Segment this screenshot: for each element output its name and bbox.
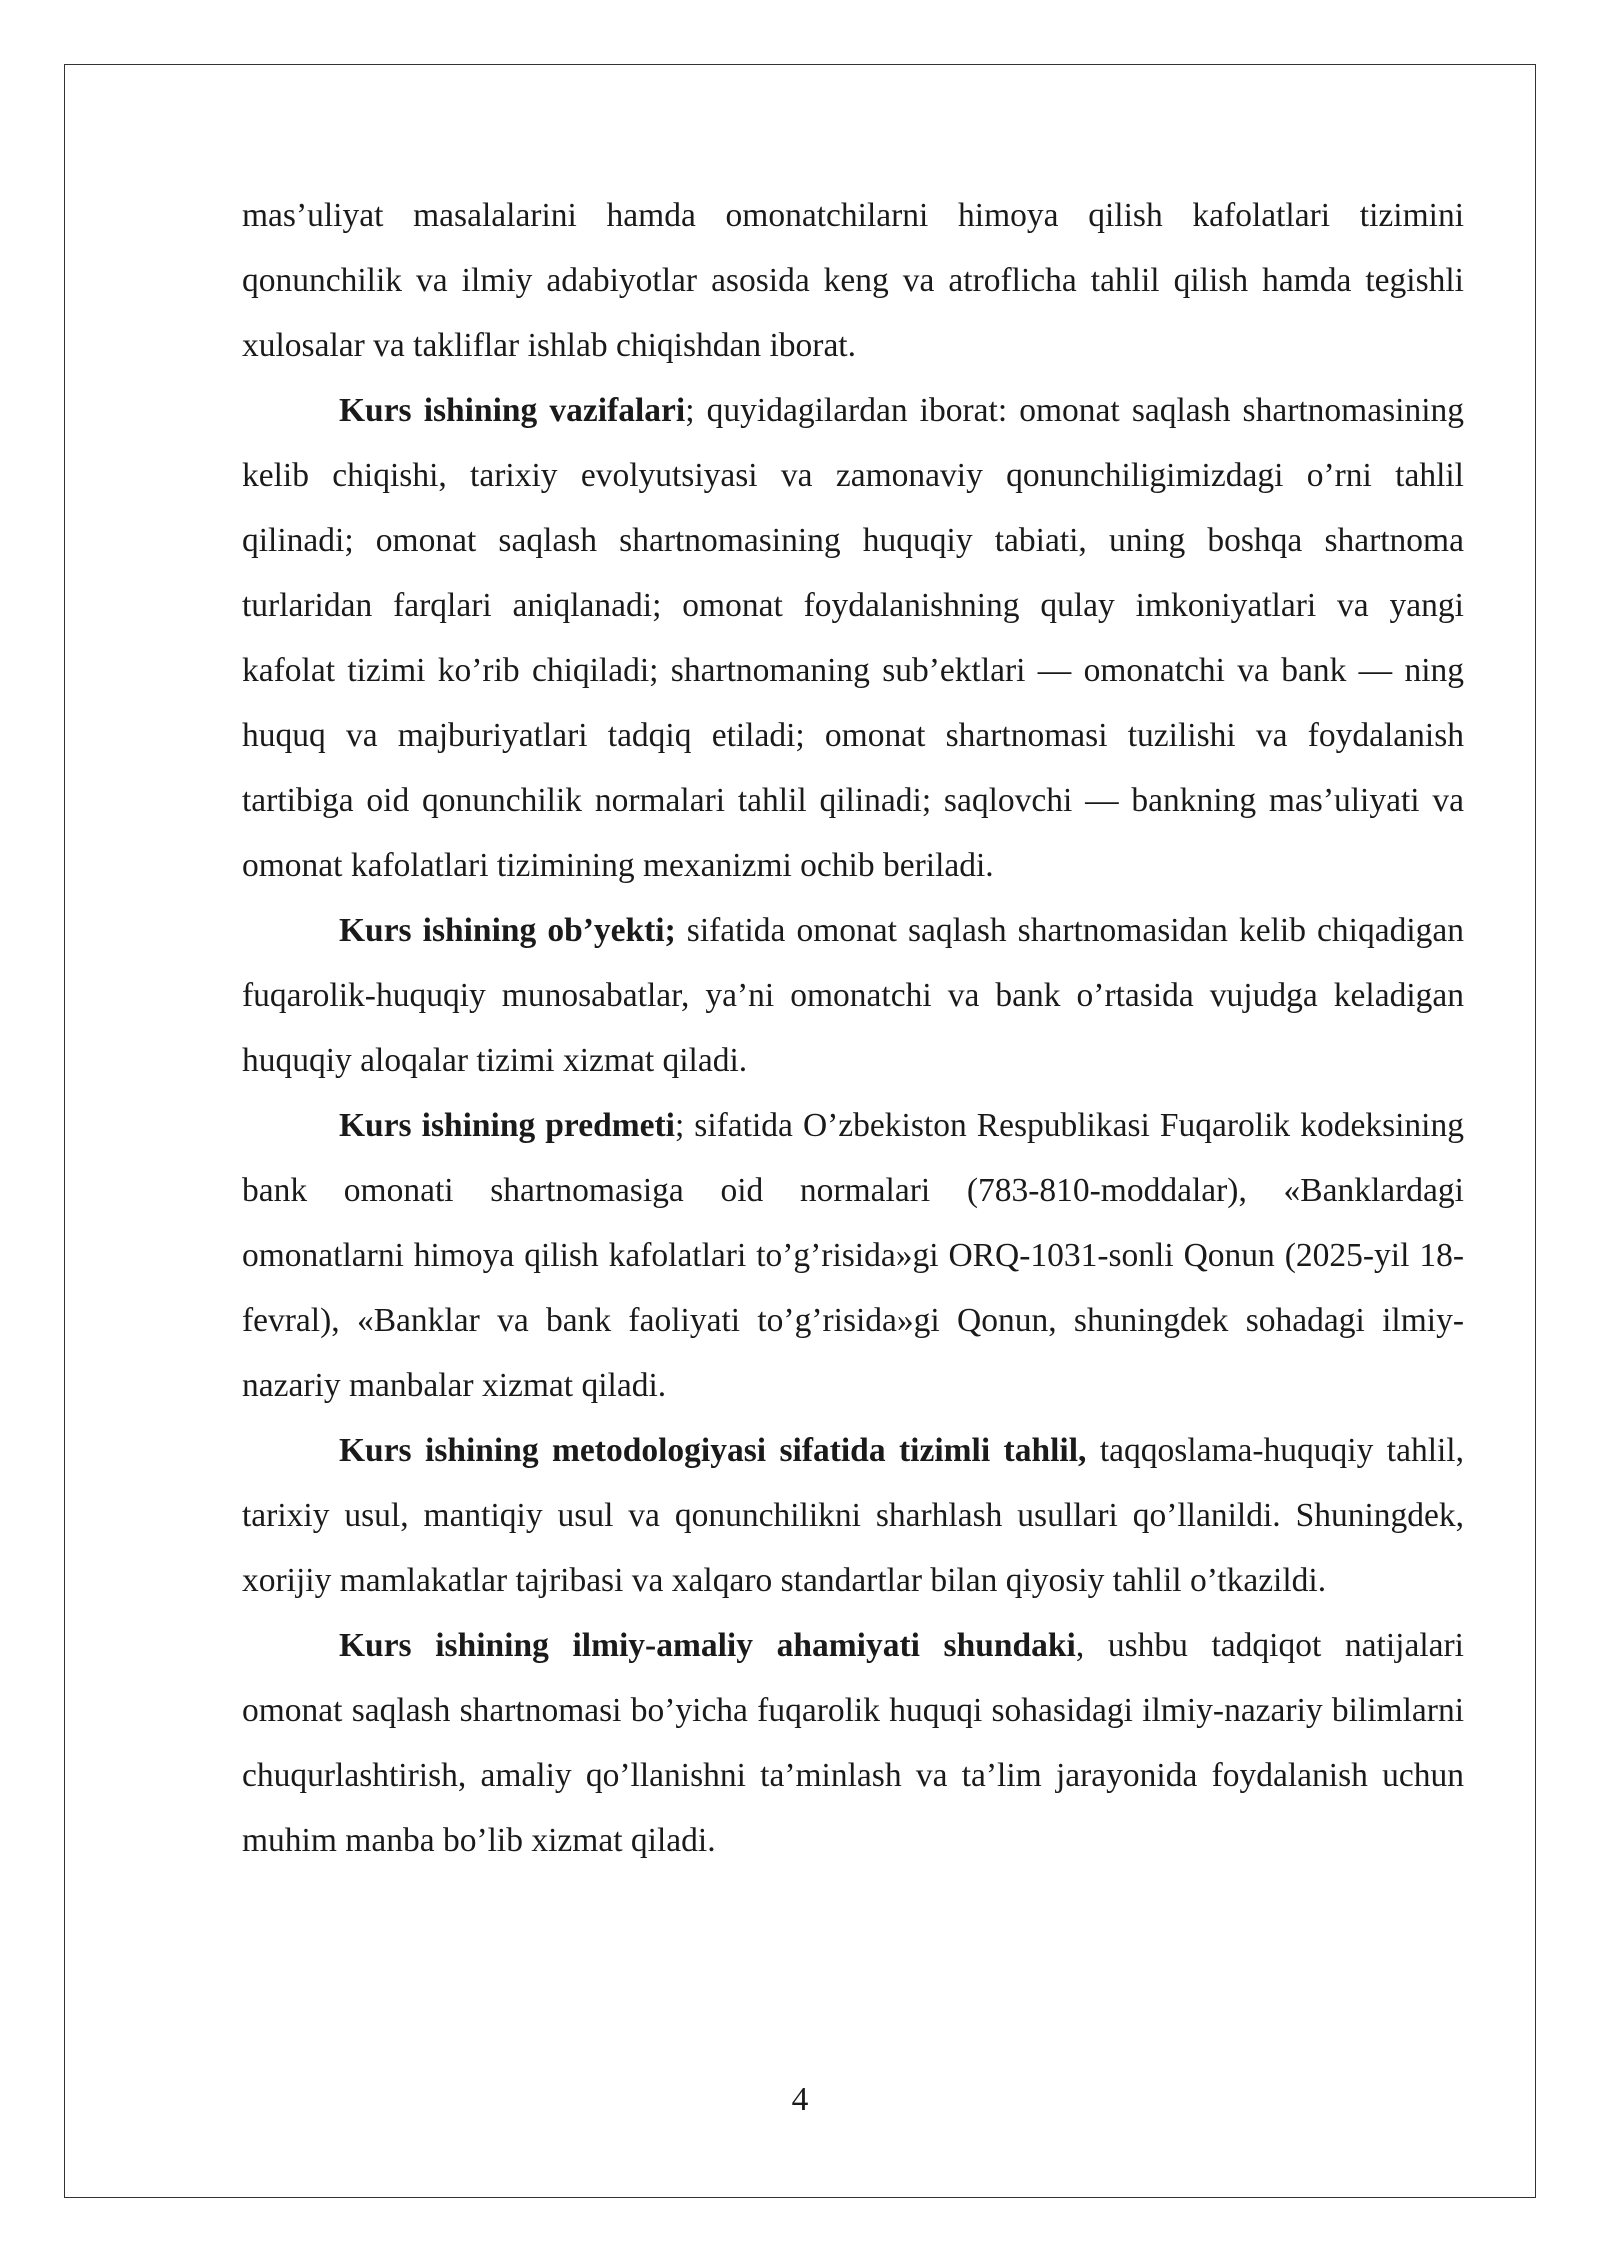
- paragraph-purpose-continuation: [242, 183, 1464, 378]
- document-body: [242, 183, 1464, 1873]
- paragraph-heading: Kurs ishining vazifalari: [339, 392, 686, 429]
- paragraph-text: taqqoslama-huquqiy tahlil, tarixiy usul, mantiqiy usul va qonunchilikni sharhlash usullari qo’llanildi. Shuningdek, xorijiy mamlakatlar tajribasi va xalqaro standartlar bilan qiyosiy tahlil o’tkazildi.: [242, 1432, 1464, 1599]
- paragraph-text: , ushbu tadqiqot natijalari omonat saqlash shartnomasi bo’yicha fuqarolik huquqi sohasidagi ilmiy-nazariy bilimlarni chuqurlashtirish, amaliy qo’llanishni ta’minlash va ta’lim jarayonida foydalanish uchun muhim manba bo’lib xizmat qiladi.: [242, 1627, 1464, 1859]
- paragraph-methodology: [242, 1418, 1464, 1613]
- paragraph-text: sifatida omonat saqlash shartnomasidan kelib chiqadigan fuqarolik-huquqiy munosabatlar, ya’ni omonatchi va bank o’rtasida vujudga keladigan huquqiy aloqalar tizimi xizmat qiladi.: [242, 912, 1465, 1079]
- paragraph-text: ; sifatida O’zbekiston Respublikasi Fuqarolik kodeksining bank omonati shartnomasiga oid normalari (783-810-moddalar), «Banklardagi omonatlarni himoya qilish kafolatlari to’g’risida»gi ORQ-1031-sonli Qonun (2025-yil 18-fevral), «Banklar va bank faoliyati to’g’risida»gi Qonun, shuningdek sohadagi ilmiy-nazariy manbalar xizmat qiladi.: [242, 1107, 1464, 1404]
- paragraph-tasks: [242, 378, 1464, 898]
- paragraph-text: mas’uliyat masalalarini hamda omonatchilarni himoya qilish kafolatlari tizimini qonunchilik va ilmiy adabiyotlar asosida keng va atroflicha tahlil qilish hamda tegishli xulosalar va takliflar ishlab chiqishdan iborat.: [242, 197, 1464, 364]
- page-number: 4: [791, 2081, 809, 2118]
- paragraph-heading: Kurs ishining predmeti: [339, 1107, 675, 1144]
- paragraph-significance: [242, 1613, 1464, 1873]
- paragraph-text: ; quyidagilardan iborat: omonat saqlash shartnomasining kelib chiqishi, tarixiy evolyutsiyasi va zamonaviy qonunchiligimizdagi o’rni tahlil qilinadi; omonat saqlash shartnomasining huquqiy tabiati, uning boshqa shartnoma turlaridan farqlari aniqlanadi; omonat foydalanishning qulay imkoniyatlari va yangi kafolat tizimi ko’rib chiqiladi; shartnomaning sub’ektlari — omonatchi va bank — ning huquq va majburiyatlari tadqiq etiladi; omonat shartnomasi tuzilishi va foydalanish tartibiga oid qonunchilik normalari tahlil qilinadi; saqlovchi — bankning mas’uliyati va omonat kafolatlari tizimining mexanizmi ochib beriladi.: [242, 392, 1464, 884]
- paragraph-heading: Kurs ishining ob’yekti;: [339, 912, 676, 949]
- paragraph-object: [242, 898, 1464, 1093]
- paragraph-heading: Kurs ishining ilmiy-amaliy ahamiyati shundaki: [339, 1627, 1076, 1664]
- paragraph-heading: Kurs ishining metodologiyasi sifatida tizimli tahlil,: [339, 1432, 1087, 1469]
- paragraph-subject: [242, 1093, 1464, 1418]
